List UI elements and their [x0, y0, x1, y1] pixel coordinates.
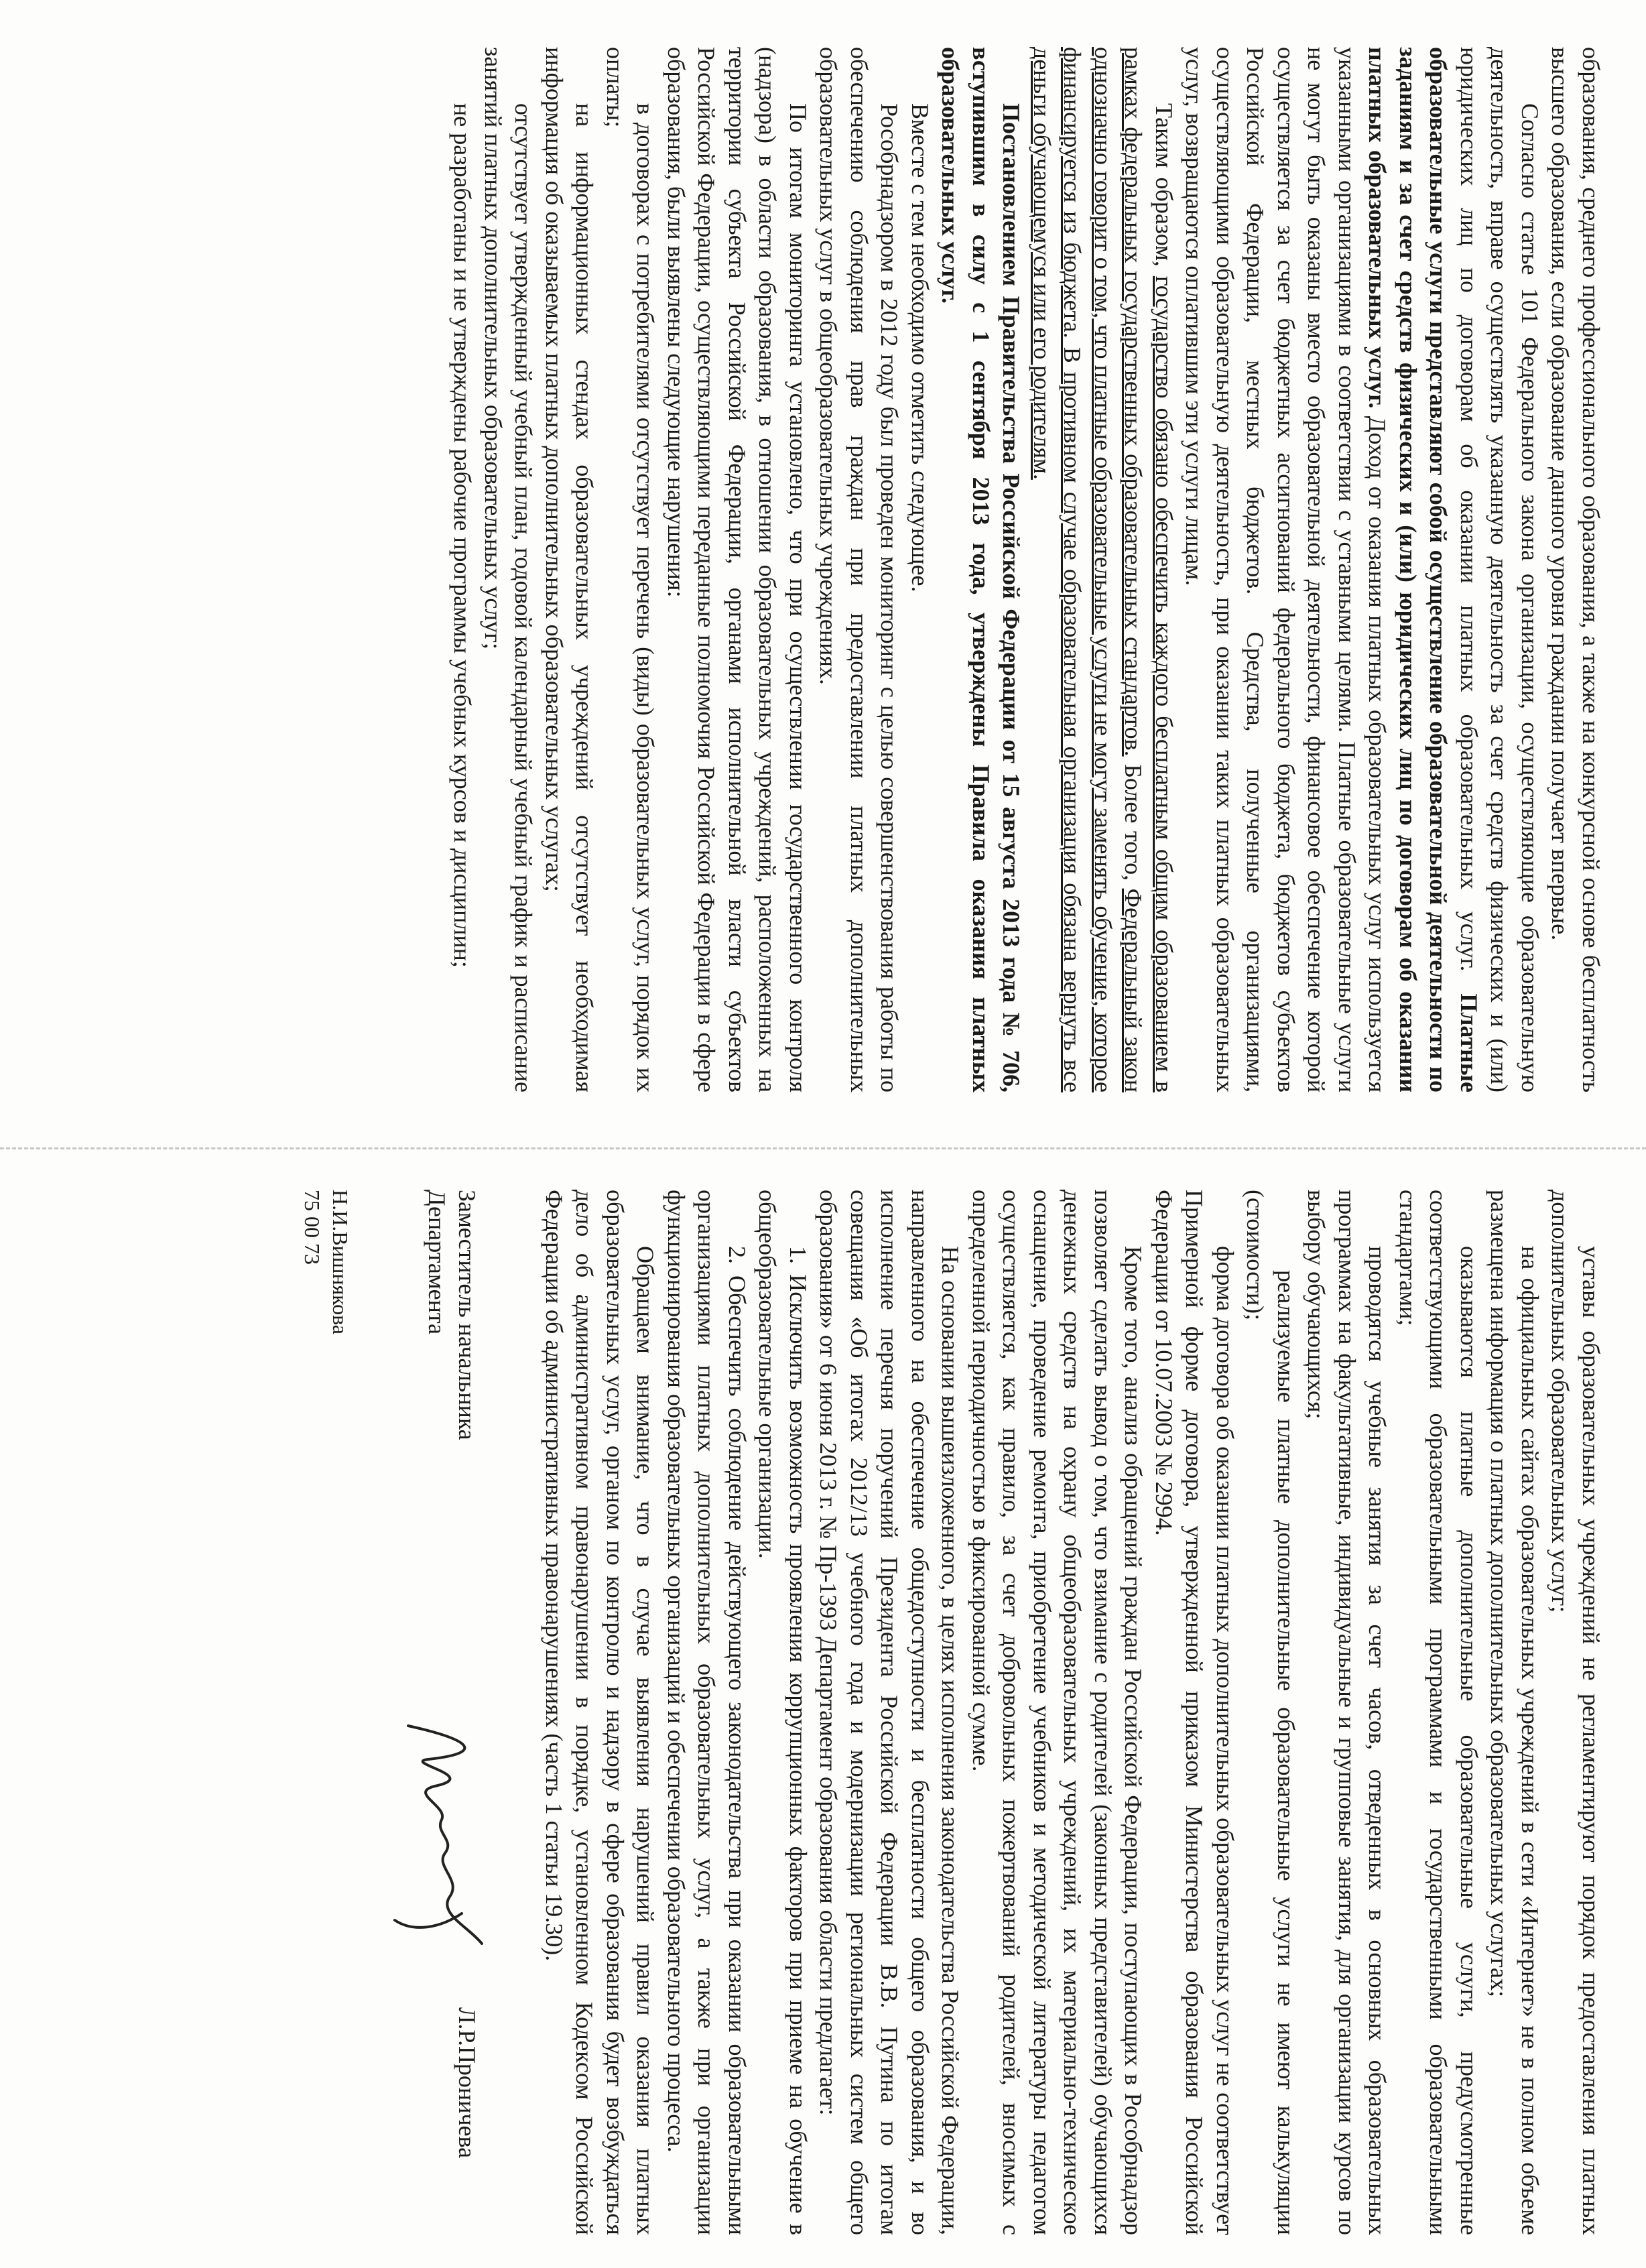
- underlined-text: государство обязано обеспечить каждого бесплатным общим образованием в рамках федеральных государственных образовательных стандартов.: [1120, 47, 1178, 1092]
- signer-title-line: Департамента: [424, 1190, 450, 1335]
- paragraph-basis: На основании вышеизложенного, в целях исполнения законодательства Российской Федерации, направленного на обеспечение общедоступности и бесплатности общего образования, и во исполнение перечня поручений Президента Российской Федерации В.В. Путина по итогам совещания «Об итогах 2012/13 учебного года и модернизации региональных систем общего образования» от 6 июня 2013 г. № Пр-1393 Департамент образования области предлагает:: [815, 1190, 964, 2235]
- list-item: форма договора об оказании платных дополнительных образовательных услуг не соответствует Примерной форме договора, утвержденной приказом Министерства образования Российской Федерации от 10.07.2003 № 2994.: [1151, 1190, 1239, 2235]
- executor-block: [299, 1190, 355, 2235]
- list-item: в договорах с потребителями отсутствует перечень (виды) образовательных услуг, порядок их оплаты;: [602, 47, 659, 1092]
- text-span: Согласно статье 101 Федерального закона организации, осуществляющие образовательную деятельность, вправе осуществлять указанную деятельность за счет средств физических и (или) юридических лиц по договорам об оказании платных образовательных услуг.: [1456, 47, 1543, 1092]
- text-span: Таким образом,: [1151, 103, 1178, 267]
- paragraph-attention: Обращаем внимание, что в случае выявления нарушений правил оказания платных образовательных услуг, органом по контролю и надзору в сфере образования будет возбуждаться дело об административном правонарушении в порядке, установленном Кодексом Российской Федерации об административных правонарушениях (часть 1 статьи 19.30).: [541, 1190, 659, 2235]
- handwritten-signature-icon: [389, 1712, 509, 1954]
- paragraph-article-101: [1179, 47, 1545, 1092]
- signer-title-line: Заместитель начальника: [454, 1190, 481, 1440]
- paragraph-conclusion: [1027, 47, 1180, 1092]
- page-fold-divider: [0, 1147, 1646, 1153]
- text-span: Доход от оказания платных образовательных услуг используется указанными организациями в соответствии с уставными целями. Платные образовательные услуги не могут быть оказаны вместо образовательной деятельности, финансовое обеспечение которой осуществляется за счет бюджетных ассигнований федерального бюджета, бюджетов субъектов Российской Федерации, местных бюджетов. Средства, полученные организациями, осуществляющими образовательную деятельность, при оказании таких платных образовательных услуг, возвращаются оплатившим эти услуги лицам.: [1181, 47, 1391, 1092]
- list-item: реализуемые платные дополнительные образовательные услуги не имеют калькуляции (стоимости);: [1242, 1190, 1300, 2235]
- underlined-text: Федеральный закон однозначно говорит о том, что платные образовательные услуги не могут заменять обучение, которое финансируется из бюджета. В противном случае образовательная организация обязана вернуть все деньги обучающемуся или его родителям.: [1029, 47, 1147, 1092]
- signer-name: Л.Р.Проничева: [454, 2007, 481, 2159]
- list-item: на официальных сайтах образовательных учреждений в сети «Интернет» не в полном объеме размещена информация о платных дополнительных образовательных услугах;: [1486, 1190, 1543, 2235]
- signer-title: [422, 1190, 483, 1440]
- paragraph-results: По итогам мониторинга установлено, что при осуществлении государственного контроля (надзора) в области образования, в отношении образовательных учреждений, расположенных на территории субъекта Российской Федерации, органами исполнительной власти субъектов Российской Федерации, осуществляющими переданные полномочия Российской Федерации в сфере образования, были выявлены следующие нарушения:: [663, 47, 812, 1092]
- list-item: проводятся учебные занятия за счет часов, отведенных в основных образовательных программах на факультативные, индивидуальные и групповые занятия, для организации курсов по выбору обучающихся;: [1303, 1190, 1391, 2235]
- signature-block: [382, 1190, 483, 2235]
- executor-phone: 75 00 73: [300, 1190, 325, 1265]
- executor-name: Н.И.Вишнякова: [328, 1190, 353, 1334]
- text-span: Более того,: [1120, 764, 1147, 881]
- right-page: [38, 1190, 1606, 2235]
- list-item: уставы образовательных учреждений не регламентируют порядок предоставления платных дополнительных образовательных услуг;: [1547, 1190, 1604, 2235]
- list-item: оказываются платные дополнительные образовательные услуги, предусмотренные соответствующими образовательными программами и государственными образовательными стандартами;: [1395, 1190, 1482, 2235]
- bold-definition: Платные образовательные услуги представляют собой осуществление образовательной деятельности по заданиям и за счет средств физических и (или) юридических лиц по договорам об оказании платных образовательных услуг.: [1364, 47, 1482, 1092]
- paragraph-appeals: Кроме того, анализ обращений граждан Российской Федерации, поступающих в Рособрнадзор позволяет сделать вывод о том, что взимание с родителей (законных представителей) обучающихся денежных средств на охрану общеобразовательных учреждений, их материально-техническое оснащение, проведение ремонта, приобретение учебников и методической литературы педагогом осуществляется, как правило, за счет добровольных пожертвований родителей, вносимых с определенной периодичностью в фиксированной сумме.: [968, 1190, 1147, 2235]
- list-item: на информационных стендах образовательных учреждений отсутствует необходимая информация об оказываемых платных дополнительных образовательных услугах;: [541, 47, 598, 1092]
- list-item: отсутствует утвержденный учебный план, годовой календарный учебный график и расписание занятий платных дополнительных образовательных услуг;: [480, 47, 537, 1092]
- left-page: [38, 47, 1606, 1092]
- list-item: не разработаны и не утверждены рабочие программы учебных курсов и дисциплин;: [449, 103, 477, 968]
- paragraph: Вместе с тем необходимо отметить следующее.: [907, 103, 934, 592]
- paragraph-monitoring: Рособрнадзором в 2012 году был проведен мониторинг с целью совершенствования работы по обеспечению соблюдения прав граждан при предоставлении платных дополнительных образовательных услуг в общеобразовательных учреждениях.: [815, 47, 903, 1092]
- proposal-item-1: 1. Исключить возможность проявления коррупционных факторов при приеме на обучение в общеобразовательные организации.: [754, 1190, 812, 2235]
- proposal-item-2: 2. Обеспечить соблюдение действующего законодательства при оказании образовательными организациями платных дополнительных образовательных услуг, а также при организации функционирования образовательных организаций и обеспечении образовательного процесса.: [663, 1190, 751, 2235]
- paragraph-resolution: Постановлением Правительства Российской Федерации от 15 августа 2013 года № 706, вступившим в силу с 1 сентября 2013 года, утверждены Правила оказания платных образовательных услуг.: [937, 47, 1025, 1092]
- paragraph: образования, среднего профессионального образования, а также на конкурсной основе бесплатность высшего образования, если образование данного уровня гражданин получает впервые.: [1547, 47, 1604, 1092]
